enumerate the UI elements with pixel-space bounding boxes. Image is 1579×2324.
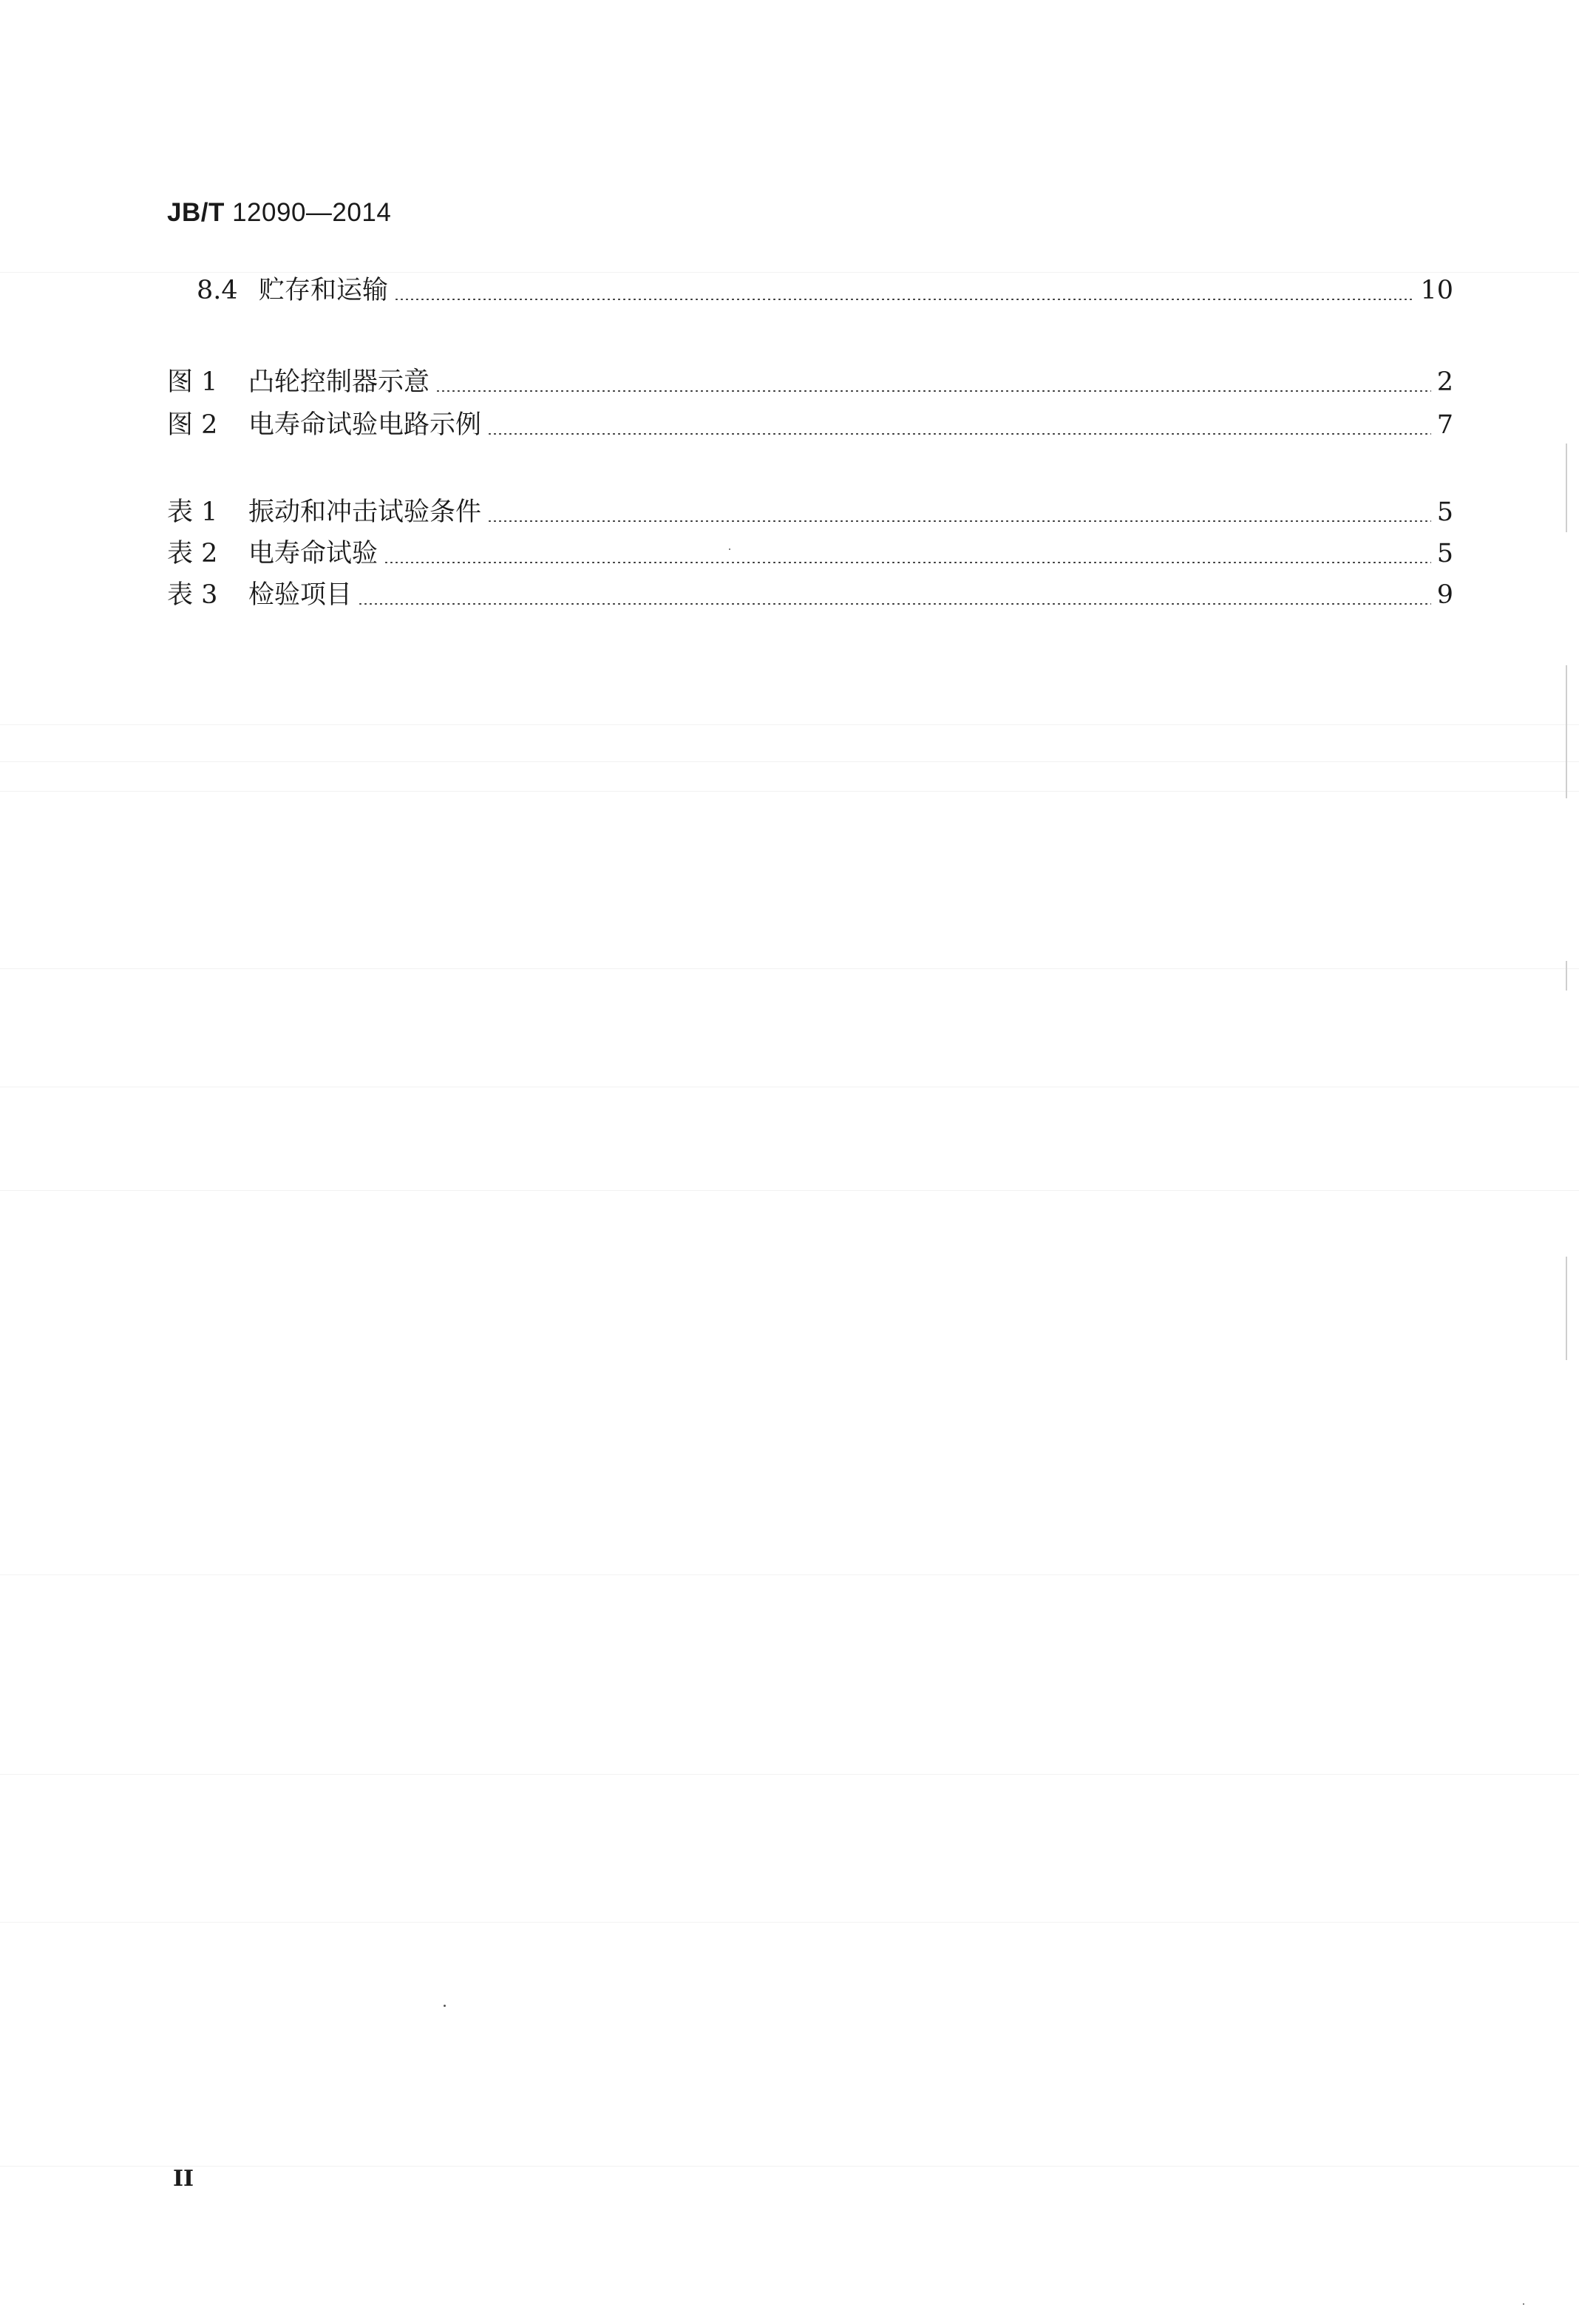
scan-line <box>0 1190 1579 1191</box>
toc-entry-page: 9 <box>1436 580 1453 610</box>
page-number: II <box>173 2166 194 2192</box>
toc-entry-page: 2 <box>1436 367 1453 397</box>
scan-line <box>0 761 1579 762</box>
toc-entry[interactable] <box>167 578 1453 612</box>
toc-entry-title: 凸轮控制器示意 <box>248 367 430 397</box>
toc-entry-number: 表 2 <box>167 539 218 568</box>
scan-line <box>0 968 1579 969</box>
toc-entry-page: 5 <box>1436 539 1453 568</box>
toc-entry[interactable] <box>167 408 1453 442</box>
toc-entry-title: 电寿命试验电路示例 <box>248 410 482 440</box>
scan-line <box>0 2166 1579 2167</box>
toc-entry-page: 7 <box>1436 410 1453 440</box>
dot-leader <box>487 433 1431 435</box>
toc-entry-title: 检验项目 <box>248 580 353 610</box>
toc-entry[interactable] <box>167 537 1453 571</box>
scan-line <box>0 1574 1579 1575</box>
toc-entry-title: 电寿命试验 <box>248 539 378 568</box>
toc-entry[interactable] <box>167 365 1453 399</box>
standard-header <box>167 198 391 228</box>
dot-leader <box>487 520 1431 522</box>
standard-prefix: JB/T <box>167 198 225 227</box>
scan-speck <box>1523 2303 1524 2305</box>
toc-entry-title: 贮存和运输 <box>259 276 389 305</box>
dot-leader <box>358 603 1431 605</box>
scan-line <box>0 1774 1579 1775</box>
scan-line <box>0 1922 1579 1923</box>
toc-entry-title: 振动和冲击试验条件 <box>248 497 482 527</box>
scan-line <box>0 791 1579 792</box>
toc-entry-number: 图 1 <box>167 367 218 397</box>
toc-entry[interactable] <box>167 495 1453 529</box>
dot-leader <box>394 299 1414 300</box>
dot-leader <box>435 390 1431 392</box>
scan-line <box>0 724 1579 725</box>
scan-line <box>0 272 1579 273</box>
dot-leader <box>384 562 1431 563</box>
scan-edge-mark <box>1566 665 1567 798</box>
toc-entry-number: 8.4 <box>197 276 238 305</box>
scan-edge-mark <box>1566 1257 1567 1360</box>
toc-entry-page: 5 <box>1436 497 1453 527</box>
toc-entry[interactable] <box>167 273 1453 308</box>
standard-number: 12090—2014 <box>232 198 392 227</box>
scan-edge-mark <box>1566 444 1567 532</box>
toc-entry-page: 10 <box>1420 276 1453 305</box>
scan-speck <box>729 548 730 550</box>
scan-edge-mark <box>1566 961 1567 991</box>
toc-entry-number: 表 3 <box>167 580 218 610</box>
toc-entry-number: 表 1 <box>167 497 218 527</box>
toc-entry-number: 图 2 <box>167 410 218 440</box>
scan-speck <box>444 2005 446 2007</box>
